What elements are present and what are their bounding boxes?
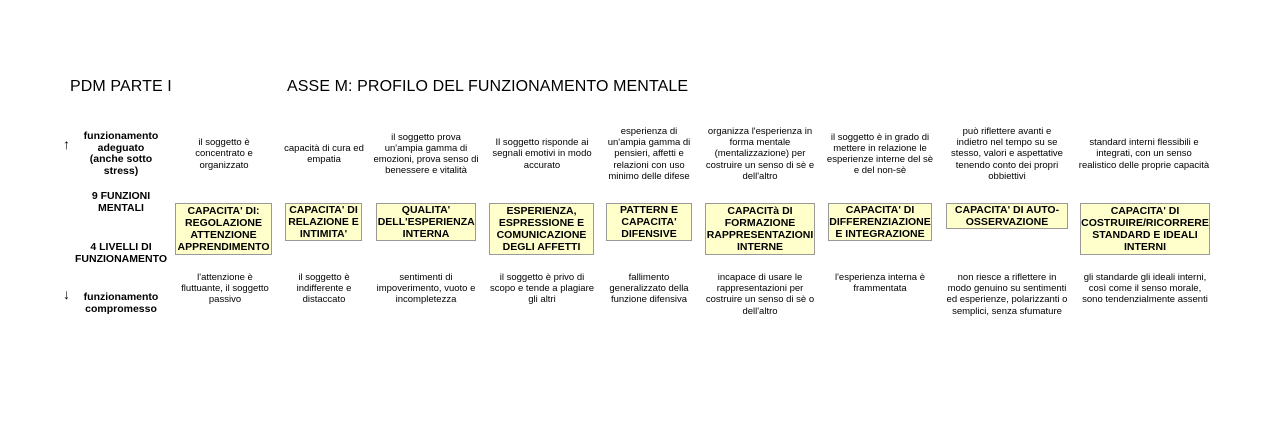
column-2-box: CAPACITA' DI RELAZIONE E INTIMITA' — [285, 203, 362, 241]
column-4-top-text: Il soggetto risponde ai segnali emotivi in modo accurato — [492, 137, 592, 171]
column-9-bottom-text: gli standarde gli ideali interni, così come il senso morale, sono tendenzialmente assenti — [1082, 272, 1208, 306]
column-9-top-text: standard interni flessibili e integrati, con un senso realistico delle proprie capacità — [1078, 137, 1210, 171]
column-5-top-text: esperienza di un'ampia gamma di pensieri, affetti e relazioni con uso minimo delle difese — [607, 125, 691, 182]
column-1-bottom-text: l'attenzione è fluttuante, il soggetto passivo — [181, 272, 269, 306]
column-8-box: CAPACITA' DI AUTO-OSSERVAZIONE — [946, 203, 1068, 229]
column-3-box: QUALITA' DELL'ESPERIENZA INTERNA — [377, 204, 475, 240]
page-title-right: ASSE M: PROFILO DEL FUNZIONAMENTO MENTALE — [287, 78, 689, 95]
column-7-top-text: il soggetto è in grado di mettere in relazione le esperienze interne del sè e del non-sè — [826, 131, 934, 177]
bottom-axis-label: funzionamento compromesso — [83, 291, 159, 315]
functions-label: 9 FUNZIONI MENTALI — [91, 190, 151, 214]
levels-label: 4 LIVELLI DI FUNZIONAMENTO — [75, 241, 167, 265]
column-3-top-text: il soggetto prova un'ampia gamma di emozioni, prova senso di benessere e vitalità — [373, 131, 479, 177]
column-7-bottom-text: l'esperienza interna è frammentata — [834, 272, 925, 295]
column-2-top-text: capacità di cura ed empatia — [284, 142, 364, 165]
column-8-top-text: può riflettere avanti e indietro nel tempo su se stesso, valori e aspettative tenendo conto dei propri obbiettivi — [951, 125, 1063, 182]
up-arrow-icon: ↑ — [63, 136, 70, 152]
column-6-box: CAPACITà DI FORMAZIONE RAPPRESENTAZIONI INTERNE — [706, 205, 814, 253]
column-1-top-text: il soggetto è concentrato e organizzato — [195, 137, 253, 171]
page-title-left: PDM PARTE I — [70, 78, 172, 95]
column-3-bottom-text: sentimenti di impoverimento, vuoto e incompletezza — [376, 272, 476, 306]
column-8-bottom-text: non riesce a riflettere in modo genuino su sentimenti ed esperienze, polarizzanti o semplici, senza sfumature — [946, 272, 1068, 317]
column-1-box: CAPACITA' DI: REGOLAZIONE ATTENZIONE APPRENDIMENTO — [175, 203, 272, 255]
column-9-box: CAPACITA' DI COSTRUIRE/RICORRERE STANDARD E IDEALI INTERNI — [1081, 205, 1209, 253]
column-4-bottom-text: il soggetto è privo di scopo e tende a plagiare gli altri — [489, 272, 595, 306]
column-4-box: ESPERIENZA, ESPRESSIONE E COMUNICAZIONE DEGLI AFFETTI — [489, 203, 594, 255]
column-5-box: PATTERN E CAPACITA' DIFENSIVE — [606, 203, 692, 241]
top-axis-label: funzionamento adeguato (anche sotto stress) — [83, 130, 159, 177]
column-6-top-text: organizza l'esperienza in forma mentale (mentalizzazione) per costruire un senso di sè e dell'altro — [705, 125, 815, 182]
column-7-box: CAPACITA' DI DIFFERENZIAZIONE E INTEGRAZIONE — [829, 204, 931, 240]
column-2-bottom-text: il soggetto è indifferente e distaccato — [296, 272, 352, 306]
column-5-bottom-text: fallimento generalizzato della funzione difensiva — [609, 272, 689, 306]
column-6-bottom-text: incapace di usare le rappresentazioni per costruire un senso di sè o dell'altro — [705, 272, 815, 317]
down-arrow-icon: ↓ — [63, 286, 70, 302]
